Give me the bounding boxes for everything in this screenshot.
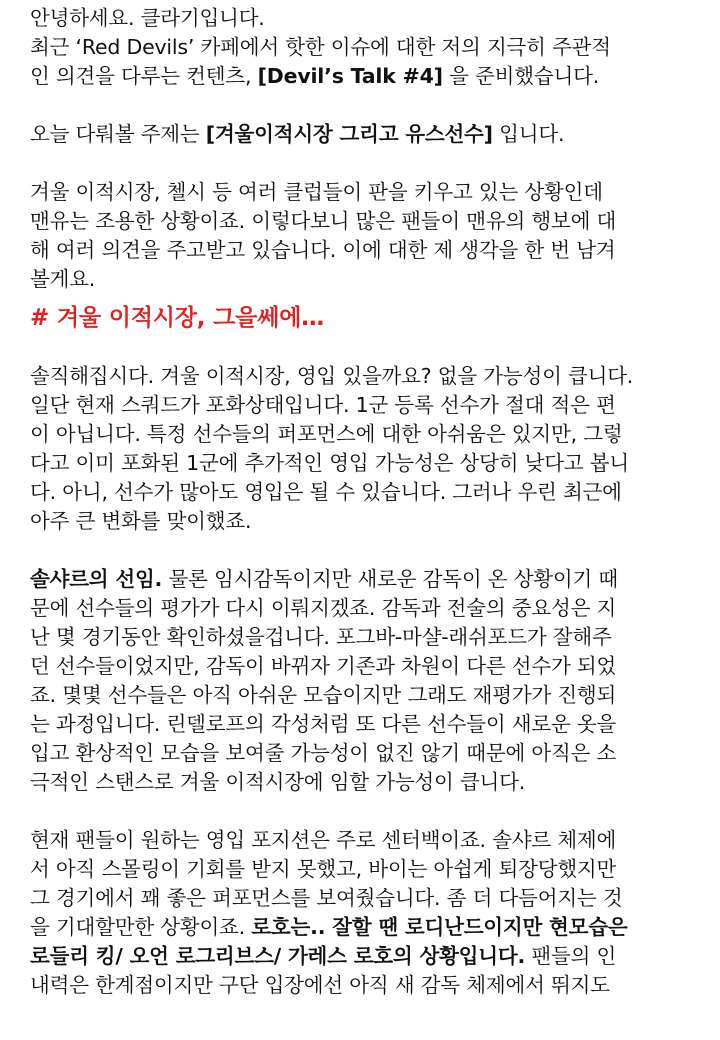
text-line bbox=[30, 594, 694, 623]
bold-text: 로들리 킹/ 오언 로그리브스/ 가레스 로호의 상황입니다. bbox=[30, 944, 526, 968]
text-run: 서 아직 스몰링이 기회를 받지 못했고, 바이는 아쉽게 퇴장당했지만 bbox=[30, 857, 617, 881]
bold-text: 로호는.. 잘할 땐 로디난드이지만 현모습은 bbox=[251, 915, 628, 939]
text-run: 난 몇 경기동안 확인하셨을겁니다. 포그바-마샬-래쉬포드가 잘해주 bbox=[30, 625, 612, 649]
text-line bbox=[30, 565, 694, 594]
text-line bbox=[30, 120, 694, 149]
text-run: 이 아닙니다. 특정 선수들의 퍼포먼스에 대한 아쉬움은 있지만, 그렇 bbox=[30, 422, 623, 446]
text-line bbox=[30, 265, 694, 294]
section-heading: # 겨울 이적시장, 그을쎄에… bbox=[30, 305, 325, 331]
text-line bbox=[30, 913, 694, 942]
text-run: 일단 현재 스쿼드가 포화상태입니다. 1군 등록 선수가 절대 적은 편 bbox=[30, 393, 616, 417]
text-run: 아주 큰 변화를 맞이했죠. bbox=[30, 509, 252, 533]
paragraph bbox=[30, 120, 694, 149]
bold-text: 솔샤르의 선임. bbox=[30, 567, 163, 591]
paragraph bbox=[30, 565, 694, 797]
text-line bbox=[30, 884, 694, 913]
text-line bbox=[30, 178, 694, 207]
text-run: 을 기대할만한 상황이죠. bbox=[30, 915, 252, 939]
text-line bbox=[30, 855, 694, 884]
text-line bbox=[30, 478, 694, 507]
text-run: 안녕하세요. 클라기입니다. bbox=[30, 6, 265, 30]
text-run: 겨울 이적시장, 첼시 등 여러 클럽들이 판을 키우고 있는 상황인데 bbox=[30, 180, 603, 204]
text-run: 그 경기에서 꽤 좋은 퍼포먼스를 보여줬습니다. 좀 더 다듬어지는 것 bbox=[30, 886, 623, 910]
text-run: 물론 임시감독이지만 새로운 감독이 온 상황이기 때 bbox=[162, 567, 619, 591]
text-run: 해 여러 의견을 주고받고 있습니다. 이에 대한 제 생각을 한 번 남겨 bbox=[30, 238, 616, 262]
text-run: 볼게요. bbox=[30, 267, 96, 291]
paragraph bbox=[30, 4, 694, 91]
text-line bbox=[30, 826, 694, 855]
intro-section bbox=[30, 4, 694, 294]
transfer-section bbox=[30, 362, 694, 1000]
text-line bbox=[30, 33, 694, 62]
text-line bbox=[30, 710, 694, 739]
text-line bbox=[30, 207, 694, 236]
text-run: 입고 환상적인 모습을 보여줄 가능성이 없진 않기 때문에 아직은 소 bbox=[30, 741, 617, 765]
text-line bbox=[30, 507, 694, 536]
text-run: 팬들의 인 bbox=[525, 944, 617, 968]
text-run: 오늘 다뤄볼 주제는 bbox=[30, 122, 206, 146]
text-line bbox=[30, 391, 694, 420]
text-run: 솔직해집시다. 겨울 이적시장, 영입 있을까요? 없을 가능성이 큽니다. bbox=[30, 364, 634, 388]
text-run: 현재 팬들이 원하는 영입 포지션은 주로 센터백이죠. 솔샤르 체제에 bbox=[30, 828, 617, 852]
text-line bbox=[30, 739, 694, 768]
text-run: 을 준비했습니다. bbox=[442, 64, 600, 88]
text-run: 내력은 한계점이지만 구단 입장에선 아직 새 감독 체제에서 뛰지도 bbox=[30, 973, 610, 997]
text-run: 인 의견을 다루는 컨텐츠, bbox=[30, 64, 258, 88]
paragraph bbox=[30, 178, 694, 294]
text-run: 죠. 몇몇 선수들은 아직 아쉬운 모습이지만 그래도 재평가가 진행되 bbox=[30, 683, 617, 707]
text-line bbox=[30, 681, 694, 710]
text-line bbox=[30, 768, 694, 797]
text-line bbox=[30, 942, 694, 971]
text-line bbox=[30, 623, 694, 652]
text-run: 최근 ‘Red Devils’ 카페에서 핫한 이슈에 대한 저의 지극히 주관적 bbox=[30, 35, 611, 59]
text-run: 던 선수들이었지만, 감독이 바뀌자 기존과 차원이 다른 선수가 되었 bbox=[30, 654, 617, 678]
text-run: 다고 이미 포화된 1군에 추가적인 영입 가능성은 상당히 낮다고 봅니 bbox=[30, 451, 629, 475]
bold-text: [Devil’s Talk #4] bbox=[257, 64, 443, 88]
text-line bbox=[30, 62, 694, 91]
text-line bbox=[30, 4, 694, 33]
text-run: 다. 아니, 선수가 많아도 영입은 될 수 있습니다. 그러나 우린 최근에 bbox=[30, 480, 622, 504]
text-run: 문에 선수들의 평가가 다시 이뤄지겠죠. 감독과 전술의 중요성은 지 bbox=[30, 596, 617, 620]
paragraph bbox=[30, 362, 694, 536]
text-line bbox=[30, 449, 694, 478]
bold-text: [겨울이적시장 그리고 유스선수] bbox=[205, 122, 493, 146]
text-line bbox=[30, 652, 694, 681]
text-run: 는 과정입니다. 린델로프의 각성처럼 또 다른 선수들이 새로운 옷을 bbox=[30, 712, 617, 736]
text-run: 입니다. bbox=[492, 122, 565, 146]
text-run: 극적인 스탠스로 겨울 이적시장에 임할 가능성이 큽니다. bbox=[30, 770, 526, 794]
text-run: 맨유는 조용한 상황이죠. 이렇다보니 많은 팬들이 맨유의 행보에 대 bbox=[30, 209, 617, 233]
document-body bbox=[30, 4, 694, 1000]
paragraph bbox=[30, 826, 694, 1000]
text-line bbox=[30, 236, 694, 265]
text-line bbox=[30, 362, 694, 391]
text-line bbox=[30, 420, 694, 449]
text-line bbox=[30, 971, 694, 1000]
